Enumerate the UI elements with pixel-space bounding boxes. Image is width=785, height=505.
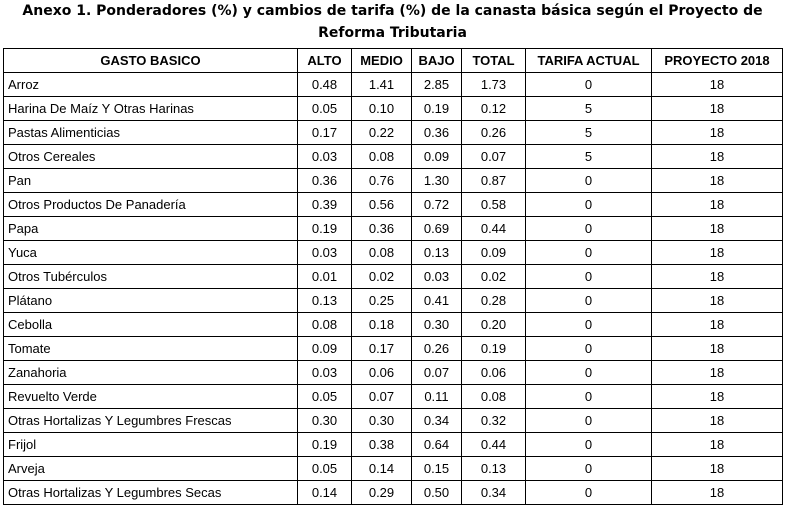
- cell-gasto-basico: Otras Hortalizas Y Legumbres Frescas: [4, 409, 298, 433]
- cell-total: 0.44: [462, 217, 526, 241]
- cell-tarifa-actual: 0: [526, 169, 652, 193]
- cell-total: 0.20: [462, 313, 526, 337]
- cell-total: 0.12: [462, 97, 526, 121]
- header-proyecto-2018: PROYECTO 2018: [652, 49, 783, 73]
- cell-alto: 0.03: [298, 361, 352, 385]
- cell-gasto-basico: Otros Productos De Panadería: [4, 193, 298, 217]
- cell-alto: 0.19: [298, 433, 352, 457]
- cell-bajo: 0.03: [412, 265, 462, 289]
- cell-medio: 0.38: [352, 433, 412, 457]
- cell-proyecto-2018: 18: [652, 265, 783, 289]
- table-row: [4, 337, 783, 361]
- table-row: [4, 193, 783, 217]
- cell-total: 0.13: [462, 457, 526, 481]
- table-row: [4, 73, 783, 97]
- cell-alto: 0.01: [298, 265, 352, 289]
- cell-medio: 0.22: [352, 121, 412, 145]
- cell-tarifa-actual: 5: [526, 121, 652, 145]
- cell-proyecto-2018: 18: [652, 313, 783, 337]
- cell-bajo: 0.72: [412, 193, 462, 217]
- table-row: [4, 361, 783, 385]
- cell-total: 1.73: [462, 73, 526, 97]
- table-row: [4, 241, 783, 265]
- header-gasto-basico: GASTO BASICO: [4, 49, 298, 73]
- cell-alto: 0.05: [298, 385, 352, 409]
- cell-alto: 0.19: [298, 217, 352, 241]
- cell-proyecto-2018: 18: [652, 385, 783, 409]
- cell-gasto-basico: Revuelto Verde: [4, 385, 298, 409]
- cell-proyecto-2018: 18: [652, 481, 783, 505]
- cell-medio: 0.02: [352, 265, 412, 289]
- header-alto: ALTO: [298, 49, 352, 73]
- cell-bajo: 0.64: [412, 433, 462, 457]
- cell-alto: 0.48: [298, 73, 352, 97]
- table-row: [4, 481, 783, 505]
- cell-total: 0.06: [462, 361, 526, 385]
- cell-gasto-basico: Zanahoria: [4, 361, 298, 385]
- cell-proyecto-2018: 18: [652, 145, 783, 169]
- header-medio: MEDIO: [352, 49, 412, 73]
- cell-alto: 0.13: [298, 289, 352, 313]
- cell-bajo: 0.30: [412, 313, 462, 337]
- cell-bajo: 0.07: [412, 361, 462, 385]
- cell-gasto-basico: Pan: [4, 169, 298, 193]
- cell-total: 0.34: [462, 481, 526, 505]
- cell-total: 0.07: [462, 145, 526, 169]
- table-row: [4, 145, 783, 169]
- cell-gasto-basico: Papa: [4, 217, 298, 241]
- table-row: [4, 265, 783, 289]
- cell-bajo: 0.11: [412, 385, 462, 409]
- header-total: TOTAL: [462, 49, 526, 73]
- cell-proyecto-2018: 18: [652, 193, 783, 217]
- cell-medio: 0.30: [352, 409, 412, 433]
- cell-medio: 1.41: [352, 73, 412, 97]
- cell-alto: 0.36: [298, 169, 352, 193]
- table-row: [4, 457, 783, 481]
- cell-tarifa-actual: 5: [526, 145, 652, 169]
- cell-bajo: 1.30: [412, 169, 462, 193]
- cell-medio: 0.07: [352, 385, 412, 409]
- cell-tarifa-actual: 0: [526, 217, 652, 241]
- cell-total: 0.08: [462, 385, 526, 409]
- cell-proyecto-2018: 18: [652, 121, 783, 145]
- cell-tarifa-actual: 0: [526, 361, 652, 385]
- cell-tarifa-actual: 0: [526, 385, 652, 409]
- basket-weights-table: [3, 48, 783, 505]
- cell-alto: 0.39: [298, 193, 352, 217]
- cell-bajo: 0.50: [412, 481, 462, 505]
- cell-gasto-basico: Frijol: [4, 433, 298, 457]
- cell-proyecto-2018: 18: [652, 361, 783, 385]
- cell-proyecto-2018: 18: [652, 289, 783, 313]
- cell-tarifa-actual: 0: [526, 313, 652, 337]
- cell-bajo: 0.36: [412, 121, 462, 145]
- cell-bajo: 0.34: [412, 409, 462, 433]
- cell-bajo: 0.26: [412, 337, 462, 361]
- table-row: [4, 121, 783, 145]
- cell-total: 0.02: [462, 265, 526, 289]
- cell-bajo: 0.41: [412, 289, 462, 313]
- cell-gasto-basico: Harina De Maíz Y Otras Harinas: [4, 97, 298, 121]
- cell-alto: 0.05: [298, 97, 352, 121]
- header-bajo: BAJO: [412, 49, 462, 73]
- cell-proyecto-2018: 18: [652, 337, 783, 361]
- table-row: [4, 289, 783, 313]
- cell-proyecto-2018: 18: [652, 241, 783, 265]
- cell-gasto-basico: Otros Cereales: [4, 145, 298, 169]
- cell-gasto-basico: Arroz: [4, 73, 298, 97]
- cell-gasto-basico: Otros Tubérculos: [4, 265, 298, 289]
- cell-medio: 0.76: [352, 169, 412, 193]
- cell-gasto-basico: Yuca: [4, 241, 298, 265]
- table-row: [4, 217, 783, 241]
- cell-bajo: 0.69: [412, 217, 462, 241]
- cell-gasto-basico: Tomate: [4, 337, 298, 361]
- cell-medio: 0.36: [352, 217, 412, 241]
- table-row: [4, 97, 783, 121]
- cell-proyecto-2018: 18: [652, 433, 783, 457]
- cell-proyecto-2018: 18: [652, 409, 783, 433]
- cell-medio: 0.17: [352, 337, 412, 361]
- table-row: [4, 409, 783, 433]
- table-row: [4, 169, 783, 193]
- cell-proyecto-2018: 18: [652, 73, 783, 97]
- cell-tarifa-actual: 0: [526, 289, 652, 313]
- cell-total: 0.28: [462, 289, 526, 313]
- cell-bajo: 0.09: [412, 145, 462, 169]
- cell-total: 0.58: [462, 193, 526, 217]
- cell-tarifa-actual: 0: [526, 193, 652, 217]
- cell-bajo: 0.19: [412, 97, 462, 121]
- cell-total: 0.44: [462, 433, 526, 457]
- cell-gasto-basico: Arveja: [4, 457, 298, 481]
- table-row: [4, 433, 783, 457]
- cell-alto: 0.30: [298, 409, 352, 433]
- cell-tarifa-actual: 0: [526, 481, 652, 505]
- cell-gasto-basico: Pastas Alimenticias: [4, 121, 298, 145]
- cell-total: 0.32: [462, 409, 526, 433]
- cell-alto: 0.09: [298, 337, 352, 361]
- cell-total: 0.19: [462, 337, 526, 361]
- cell-alto: 0.05: [298, 457, 352, 481]
- cell-gasto-basico: Cebolla: [4, 313, 298, 337]
- cell-proyecto-2018: 18: [652, 217, 783, 241]
- cell-proyecto-2018: 18: [652, 97, 783, 121]
- cell-bajo: 0.13: [412, 241, 462, 265]
- cell-medio: 0.29: [352, 481, 412, 505]
- cell-proyecto-2018: 18: [652, 169, 783, 193]
- cell-bajo: 2.85: [412, 73, 462, 97]
- header-tarifa-actual: TARIFA ACTUAL: [526, 49, 652, 73]
- cell-medio: 0.08: [352, 241, 412, 265]
- cell-alto: 0.03: [298, 241, 352, 265]
- cell-gasto-basico: Plátano: [4, 289, 298, 313]
- cell-tarifa-actual: 0: [526, 433, 652, 457]
- cell-medio: 0.08: [352, 145, 412, 169]
- cell-medio: 0.56: [352, 193, 412, 217]
- table-header-row: [4, 49, 783, 73]
- cell-tarifa-actual: 0: [526, 409, 652, 433]
- cell-tarifa-actual: 0: [526, 337, 652, 361]
- cell-alto: 0.14: [298, 481, 352, 505]
- cell-tarifa-actual: 0: [526, 457, 652, 481]
- cell-total: 0.87: [462, 169, 526, 193]
- cell-medio: 0.25: [352, 289, 412, 313]
- cell-medio: 0.14: [352, 457, 412, 481]
- cell-total: 0.26: [462, 121, 526, 145]
- cell-tarifa-actual: 0: [526, 241, 652, 265]
- document-title: Anexo 1. Ponderadores (%) y cambios de tarifa (%) de la canasta básica según el Proyecto de Reforma Tributaria: [22, 3, 763, 41]
- cell-tarifa-actual: 0: [526, 265, 652, 289]
- cell-medio: 0.06: [352, 361, 412, 385]
- cell-proyecto-2018: 18: [652, 457, 783, 481]
- cell-total: 0.09: [462, 241, 526, 265]
- cell-alto: 0.03: [298, 145, 352, 169]
- table-row: [4, 385, 783, 409]
- cell-medio: 0.10: [352, 97, 412, 121]
- table-body: [4, 73, 783, 505]
- cell-tarifa-actual: 0: [526, 73, 652, 97]
- cell-medio: 0.18: [352, 313, 412, 337]
- table-row: [4, 313, 783, 337]
- cell-tarifa-actual: 5: [526, 97, 652, 121]
- cell-gasto-basico: Otras Hortalizas Y Legumbres Secas: [4, 481, 298, 505]
- cell-bajo: 0.15: [412, 457, 462, 481]
- cell-alto: 0.17: [298, 121, 352, 145]
- cell-alto: 0.08: [298, 313, 352, 337]
